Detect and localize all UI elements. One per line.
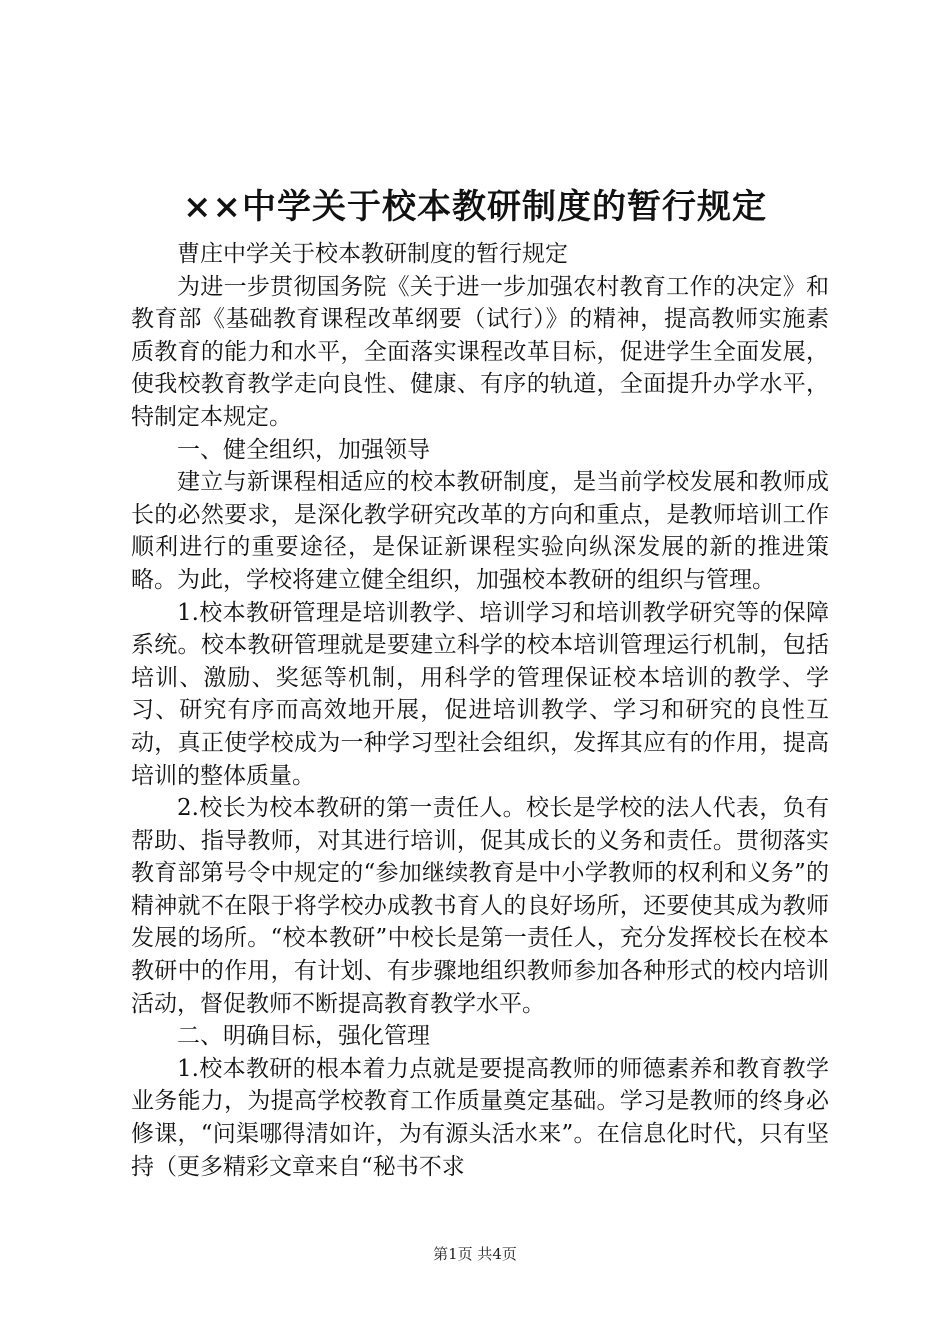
paragraph-intro: 为进一步贯彻国务院《关于进一步加强农村教育工作的决定》和教育部《基础教育课程改革纲要（试行）》的精神，提高教师实施素质教育的能力和水平，全面落实课程改革目标，促进学生全面发展，使我校教育教学走向良性、健康、有序的轨道，全面提升办学水平，特制定本规定。 [131, 273, 829, 430]
section-heading-1: 一、健全组织，加强领导 [177, 436, 430, 463]
page-footer: 第1页 共4页 [433, 1245, 517, 1263]
document-title: ××中学关于校本教研制度的暂行规定 [183, 187, 767, 227]
document-body [131, 238, 829, 1183]
paragraph-section-2-item-1: 1.校本教研的根本着力点就是要提高教师的师德素养和教育教学业务能力，为提高学校教育工作质量奠定基础。学习是教师的终身必修课，“问渠哪得清如许，为有源头活水来”。在信息化时代，只有坚持（更多精彩文章来自“秘书不求 [131, 1055, 829, 1180]
paragraph-section-1-intro: 建立与新课程相适应的校本教研制度，是当前学校发展和教师成长的必然要求，是深化教学研究改革的方向和重点，是教师培训工作顺利进行的重要途径，是保证新课程实验向纵深发展的新的推进策略。为此，学校将建立健全组织，加强校本教研的组织与管理。 [131, 469, 829, 593]
section-heading-2: 二、明确目标，强化管理 [177, 1023, 430, 1050]
paragraph-section-1-item-1: 1.校本教研管理是培训教学、培训学习和培训教学研究等的保障系统。校本教研管理就是要建立科学的校本培训管理运行机制，包括培训、激励、奖惩等机制，用科学的管理保证校本培训的教学、学习、研究有序而高效地开展，促进培训教学、学习和研究的良性互动，真正使学校成为一种学习型社会组织，发挥其应有的作用，提高培训的整体质量。 [131, 599, 829, 789]
document-subtitle: 曹庄中学关于校本教研制度的暂行规定 [177, 241, 568, 267]
paragraph-section-1-item-2: 2.校长为校本教研的第一责任人。校长是学校的法人代表，负有帮助、指导教师，对其进行培训，促其成长的义务和责任。贯彻落实教育部第号令中规定的“参加继续教育是中小学教师的权利和义务”的精神就不在限于将学校办成教书育人的良好场所，还要使其成为教师发展的场所。“校本教研”中校长是第一责任人，充分发挥校长在校本教研中的作用，有计划、有步骤地组织教师参加各种形式的校内培训活动，督促教师不断提高教育教学水平。 [131, 795, 829, 1017]
